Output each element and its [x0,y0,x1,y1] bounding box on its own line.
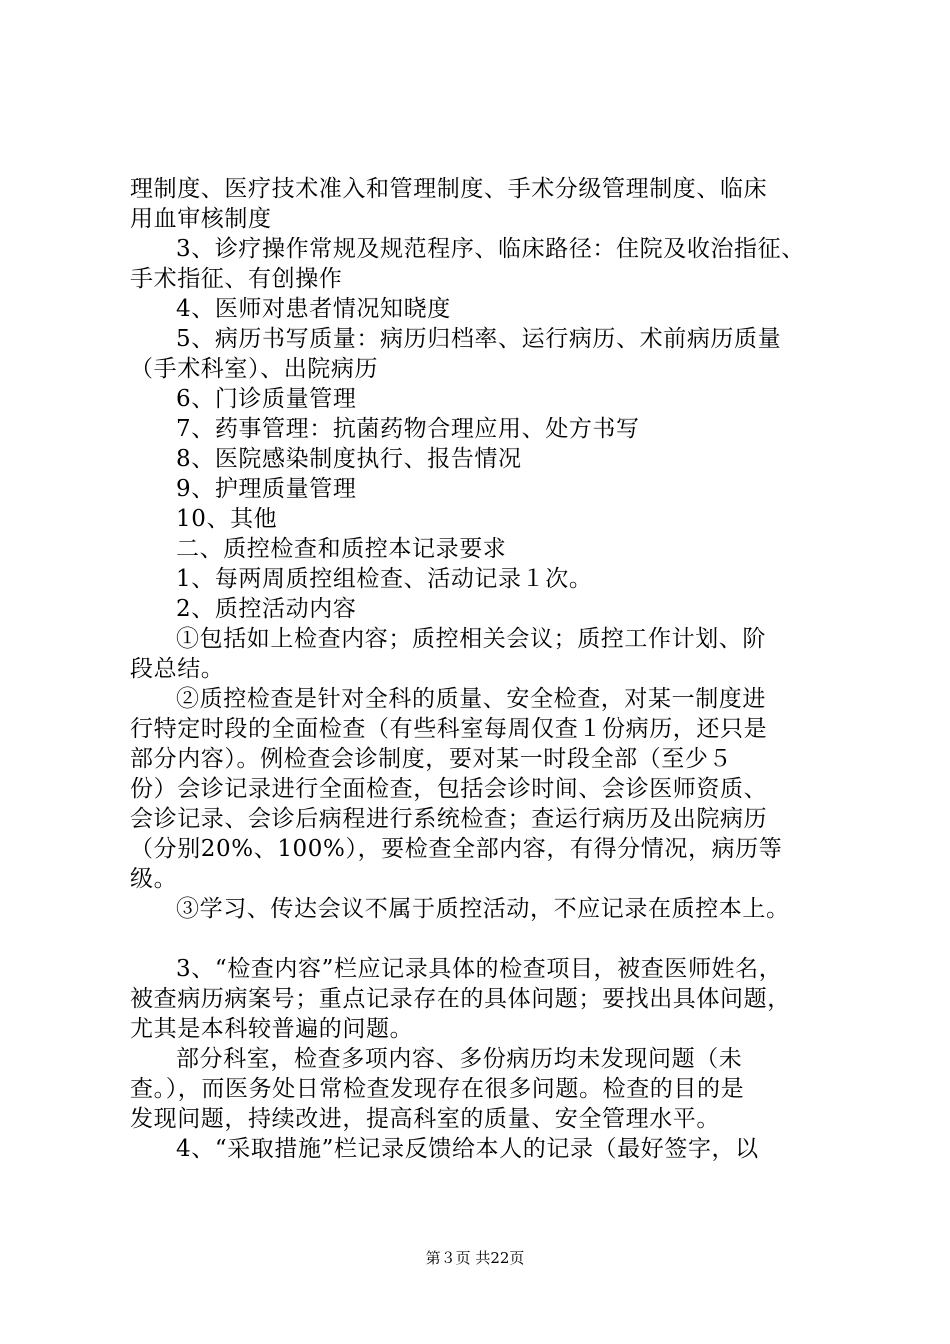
body-line: 9、护理质量管理 [176,476,357,502]
body-line: ③学习、传达会议不属于质控活动，不应记录在质控本上。 [176,896,790,922]
body-line: 级。 [130,866,178,892]
body-line: ①包括如上检查内容；质控相关会议；质控工作计划、阶 [176,626,766,652]
body-line: 3、诊疗操作常规及规范程序、临床路径：住院及收治指征、 [176,236,805,262]
body-line: （分别20%、100%），要检查全部内容，有得分情况，病历等 [130,836,783,862]
body-line: 被查病历病案号；重点记录存在的具体问题；要找出具体问题， [130,986,791,1012]
body-line: 查。），而医务处日常检查发现存在很多问题。检查的目的是 [130,1076,745,1102]
body-line: 3、“检查内容”栏应记录具体的检查项目，被查医师姓名， [176,956,783,982]
body-line: 理制度、医疗技术准入和管理制度、手术分级管理制度、临床 [130,176,768,202]
body-line: 4、“采取措施”栏记录反馈给本人的记录（最好签字，以 [176,1136,759,1162]
body-line: 行特定时段的全面检查（有些科室每周仅查１份病历，还只是 [130,716,768,742]
body-line: 会诊记录、会诊后病程进行系统检查；查运行病历及出院病历 [130,806,768,832]
body-line: 份）会诊记录进行全面检查，包括会诊时间、会诊医师资质、 [130,776,768,802]
section-heading: 二、质控检查和质控本记录要求 [176,536,507,562]
body-line: 部分内容）。例检查会诊制度，要对某一时段全部（至少５ [130,746,733,772]
document-body [130,174,830,1164]
body-line: 7、药事管理：抗菌药物合理应用、处方书写 [176,416,640,442]
body-line: 手术指征、有创操作 [130,266,343,292]
blank-line [130,924,830,954]
body-line: 1、每两周质控组检查、活动记录１次。 [176,566,593,592]
body-line: 用血审核制度 [130,206,272,232]
body-line: ②质控检查是针对全科的质量、安全检查，对某一制度进 [176,686,766,712]
body-line: 尤其是本科较普遍的问题。 [130,1016,414,1042]
body-line: 4、医师对患者情况知晓度 [176,296,451,322]
page-footer: 第３页 共22页 [425,1249,525,1267]
body-line: 发现问题，持续改进，提高科室的质量、安全管理水平。 [130,1106,720,1132]
body-line: 2、质控活动内容 [176,596,357,622]
body-line: 段总结。 [130,656,225,682]
body-line: 5、病历书写质量：病历归档率、运行病历、术前病历质量 [176,326,782,352]
body-line: 6、门诊质量管理 [176,386,357,412]
body-line: （手术科室）、出院病历 [130,356,379,382]
body-line: 部分科室，检查多项内容、多份病历均未发现问题（未 [176,1046,743,1072]
body-line: 10、其他 [176,506,278,532]
body-line: 8、医院感染制度执行、报告情况 [176,446,522,472]
